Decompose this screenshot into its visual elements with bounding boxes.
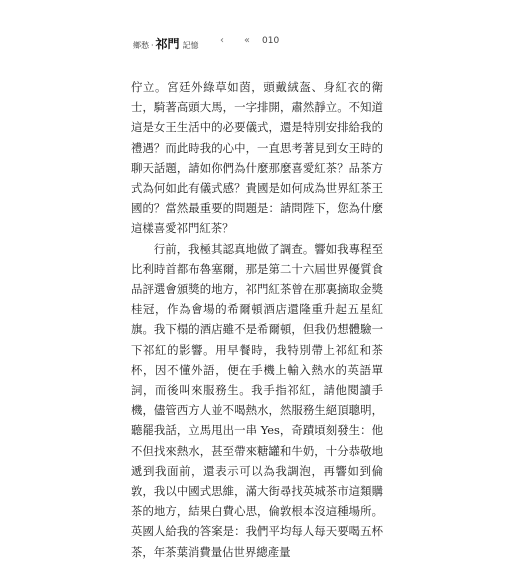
paragraph: 行前，我極其認真地做了調查。響如我專程至比利時首都布魯塞爾，那是第二十六屆世界優質食品評選會頒獎的地方，祁門紅茶曾在那裏摘取金獎桂冠，作為會場的希爾頓酒店還隆重升起五星紅旗。我下榻的酒店雖不是希爾頓，但我仍想體驗一下祁紅的影響。用早餐時，我特別帶上祁紅和茶杯，因不懂外語，便在手機上輸入熱水的英語單詞，而後叫來服務生。我手指祁紅，請他閱讀手機，儘管西方人並不喝熱水，然服務生絕頂聰明，聽罷我話，立馬甩出一串 Yes，奇蹟頃刻發生：他不但找來熱水，甚至帶來糖罐和牛奶，十分恭敬地遞到我面前，還表示可以為我調泡，再響如到倫敦，我以中國式思維，滿大街尋找英城茶市這類購茶的地方，結果白費心思，倫敦根本沒這種場所。英國人給我的答案是：我們平均每人每天要喝五杯茶，年茶葉消費量佔世界總產量 [131,241,383,559]
first-page-icon[interactable]: ‹‹ [244,35,248,46]
book-title-part2: 祁門 [155,37,180,51]
book-title-separator: · [151,41,154,50]
previous-page-icon[interactable]: ‹ [220,35,224,46]
book-title-part3: 記憶 [182,41,199,50]
paragraph: 佇立。宮廷外綠草如茵，頭戴絨盔、身紅衣的衛士，騎著高頭大馬，一字排開，肅然靜立。不知道這是女王生活中的必要儀式，還是特別安排給我的禮遇？而此時我的心中，一直思考著見到女王時的聊天話題，請如你們為什麼那麼喜愛紅茶？品茶方式為何如此有儀式感？貴國是如何成為世界紅茶王國的？當然最重要的問題是：請問陛下，您為什麼這樣喜愛祁門紅茶？ [131,80,383,236]
book-title [133,35,199,52]
page-number: 010 [262,36,280,46]
book-title-part1: 鄉愁 [133,41,149,50]
page-header [0,0,520,60]
page-body [131,77,383,562]
